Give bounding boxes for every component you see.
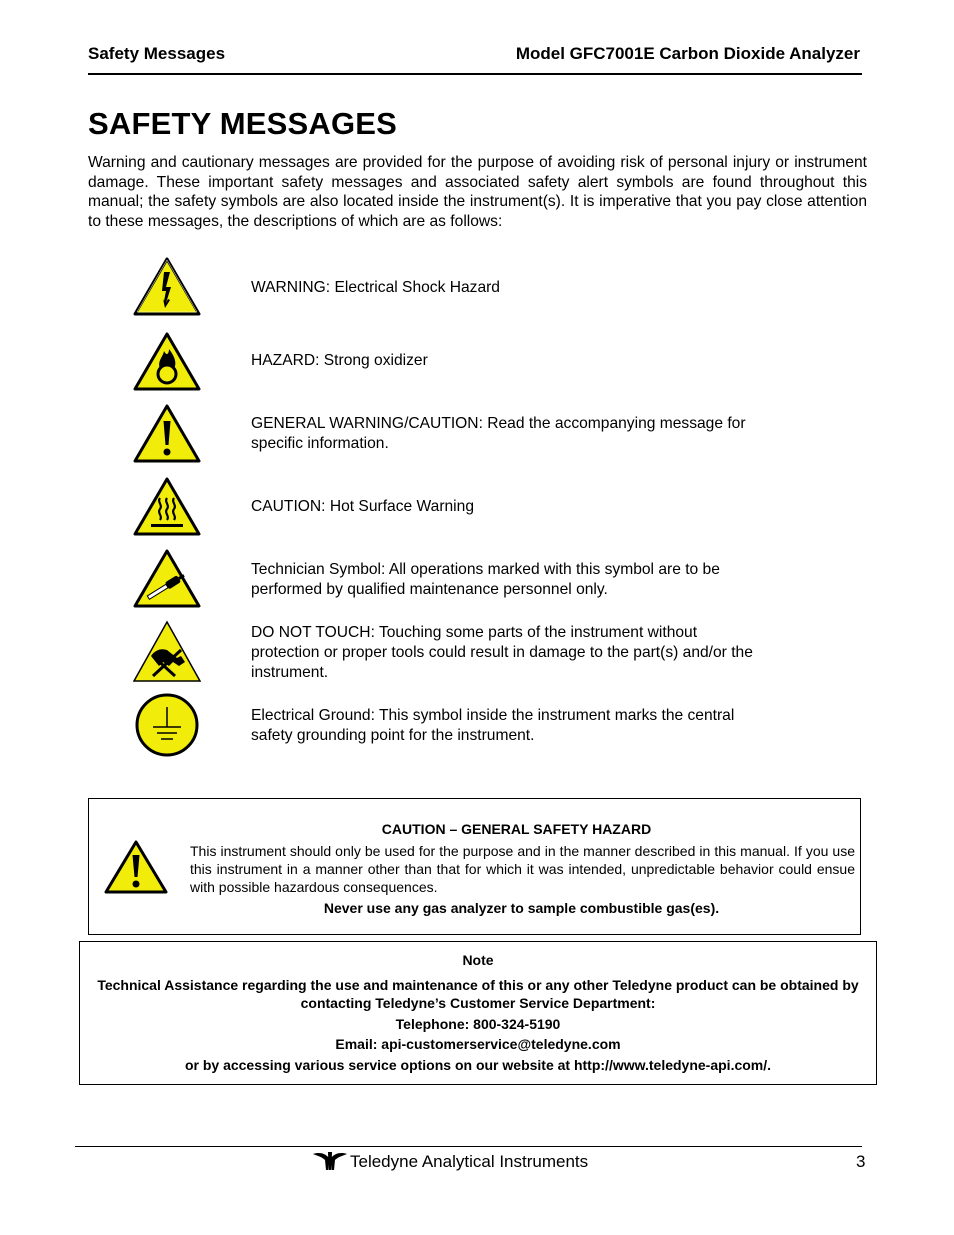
symbol-description: Electrical Ground: This symbol inside the instrument marks the central safety grounding point for the instrument. — [251, 707, 735, 744]
caution-box — [88, 798, 861, 935]
intro-paragraph: Warning and cautionary messages are provided for the purpose of avoiding risk of personal injury or instrument damage. These important safety messages and associated safety alert symbols are found throughout this manual; the safety symbols are also located inside the instrument(s). It is imperative that you pay close attention to these messages, the descriptions of which are as follows: — [88, 154, 867, 231]
technician-icon — [133, 548, 201, 610]
page-number: 3 — [856, 1152, 866, 1171]
symbol-description: Technician Symbol: All operations marked with this symbol are to be performed by qualified maintenance personnel only. — [251, 561, 720, 598]
general-warning-icon — [133, 403, 201, 465]
header-section-title: Safety Messages — [88, 44, 226, 63]
caution-title: CAUTION – GENERAL SAFETY HAZARD — [381, 821, 652, 837]
symbol-description: WARNING: Electrical Shock Hazard — [251, 279, 500, 296]
header-document-title: Model GFC7001E Carbon Dioxide Analyzer — [515, 44, 860, 63]
caution-body: This instrument should only be used for the purpose and in the manner described in this manual. If you use this instrument in a manner other than that for which it was intended, unpredictable behavior could ensue with possible hazardous consequences. — [190, 843, 855, 895]
symbol-description: DO NOT TOUCH: Touching some parts of the instrument without protection or proper tools could result in damage to the part(s) and/or the instrument. — [251, 624, 753, 681]
note-telephone: Telephone: 800-324-5190 — [395, 1016, 561, 1032]
note-assistance-text: Technical Assistance regarding the use and maintenance of this or any other Teledyne product can be obtained by contacting Teledyne’s Customer Service Department: — [97, 977, 859, 1011]
header-divider — [88, 73, 862, 75]
general-warning-icon — [103, 839, 169, 895]
teledyne-logo-icon — [313, 1150, 347, 1172]
note-title: Note — [462, 952, 494, 968]
oxidizer-icon — [133, 331, 201, 393]
note-email: Email: api-customerservice@teledyne.com — [335, 1036, 621, 1052]
note-box — [79, 941, 877, 1085]
symbol-description: HAZARD: Strong oxidizer — [251, 352, 428, 369]
electrical-shock-icon — [133, 256, 201, 318]
do-not-touch-icon — [133, 620, 201, 682]
symbol-description: GENERAL WARNING/CAUTION: Read the accompanying message for specific information. — [251, 415, 746, 452]
footer-divider — [75, 1146, 862, 1147]
symbol-description: CAUTION: Hot Surface Warning — [251, 498, 474, 515]
hot-surface-icon — [133, 476, 201, 538]
footer-company: Teledyne Analytical Instruments — [350, 1152, 589, 1171]
page-title: SAFETY MESSAGES — [88, 106, 398, 141]
note-website: or by accessing various service options on our website at http://www.teledyne-api.com/. — [184, 1057, 772, 1073]
caution-emphasis: Never use any gas analyzer to sample combustible gas(es). — [323, 900, 720, 916]
electrical-ground-icon — [133, 693, 201, 755]
